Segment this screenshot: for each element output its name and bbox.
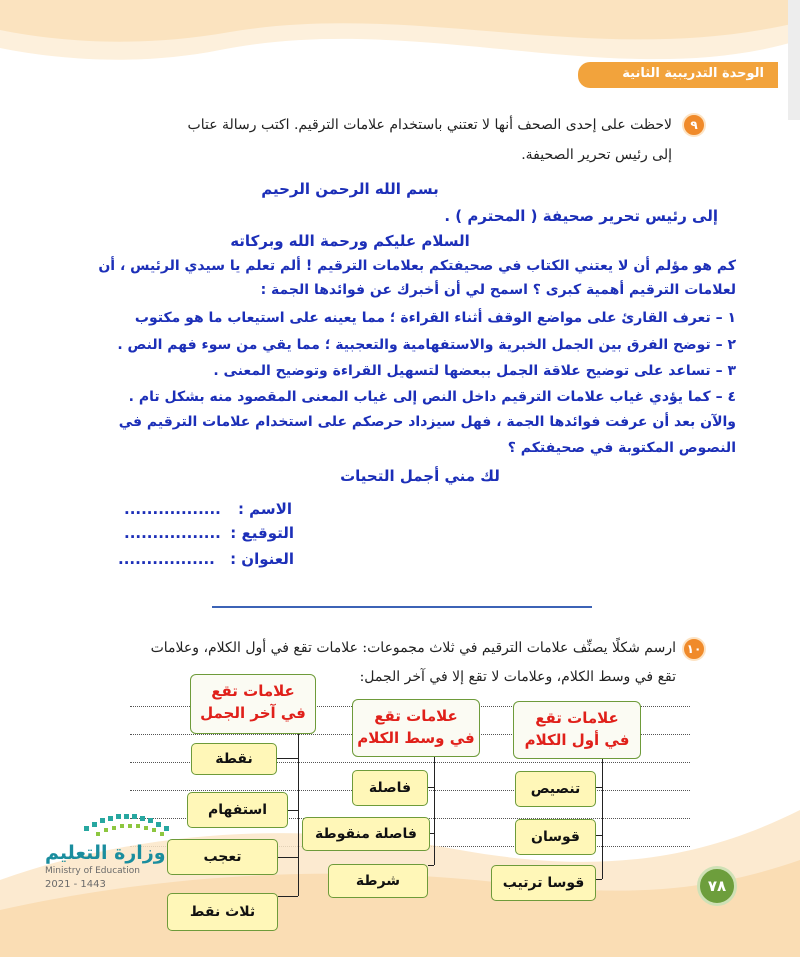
letter-conclusion-line-1: والآن بعد أن عرفت فوائدها الجمة ، فهل سيزداد حرصكم على استخدام علامات الترقيم في (118, 414, 736, 430)
category-start-line-1: علامات تقع (535, 709, 619, 727)
ministry-logo-icon (82, 806, 182, 842)
category-middle-of-speech (352, 699, 480, 757)
edition-year: 2021 - 1443 (45, 879, 106, 890)
connector-end-4 (278, 896, 298, 897)
connector-start-2 (596, 835, 602, 836)
letter-closing: لك مني أجمل التحيات (340, 467, 500, 485)
connector-middle-2 (430, 833, 434, 834)
category-end-line-2: في آخر الجمل (200, 704, 306, 722)
punctuation-item: تنصيص (515, 771, 596, 807)
top-decoration (0, 0, 800, 120)
basmala: بسم الله الرحمن الرحيم (261, 180, 439, 198)
question-10-number: ١٠ (682, 637, 706, 661)
question-9-line-1: لاحظت على إحدى الصحف أنها لا تعتني باستخدام علامات الترقيم. اكتب رسالة عتاب (187, 117, 672, 133)
ministry-name-arabic: وزارة التعليم (45, 842, 166, 864)
address-dots: ................. (118, 550, 215, 568)
page-number: ٧٨ (697, 866, 737, 906)
category-end-line-1: علامات تقع (211, 682, 295, 700)
category-start-line-2: في أول الكلام (524, 731, 630, 749)
letter-recipient: إلى رئيس تحرير صحيفة ( المحترم ) . (444, 207, 718, 225)
letter-point-3: ٣ – تساعد على توضيح علاقة الجمل ببعضها لتسهيل القراءة وتوضيح المعنى . (213, 363, 736, 379)
address-label: العنوان : (230, 550, 294, 568)
connector-end-vertical (298, 734, 299, 896)
punctuation-item: فاصلة منقوطة (302, 817, 430, 851)
section-divider (212, 606, 592, 608)
letter-greeting: السلام عليكم ورحمة الله وبركاته (230, 232, 470, 250)
signature-label: التوقيع : (230, 524, 294, 542)
connector-end-1 (277, 758, 298, 759)
punctuation-item: شرطة (328, 864, 428, 898)
letter-conclusion-line-2: النصوص المكتوبة في صحيفتكم ؟ (507, 440, 736, 456)
letter-point-4: ٤ – كما يؤدي غياب علامات الترقيم داخل النص إلى غياب المعنى المقصود منه بشكل تام . (128, 389, 736, 405)
connector-end-3 (278, 857, 298, 858)
connector-start-3 (596, 879, 602, 880)
question-10-line-2: تقع في وسط الكلام، وعلامات لا تقع إلا في آخر الجمل: (359, 669, 676, 685)
punctuation-item: قوسا ترتيب (491, 865, 596, 901)
question-9-line-2: إلى رئيس تحرير الصحيفة. (521, 147, 672, 163)
punctuation-item: فاصلة (352, 770, 428, 806)
name-label: الاسم : (237, 500, 292, 518)
connector-middle-vertical (434, 757, 435, 865)
punctuation-item: استفهام (187, 792, 288, 828)
letter-paragraph-line-2: لعلامات الترقيم أهمية كبرى ؟ اسمح لي أن أخبرك عن فوائدها الجمة : (260, 282, 736, 298)
connector-start-1 (596, 787, 602, 788)
signature-dots: ................. (124, 524, 221, 542)
letter-point-1: ١ – تعرف القارئ على مواضع الوقف أثناء القراءة ؛ مما يعينه على استيعاب ما هو مكتوب (134, 310, 736, 326)
punctuation-item: تعجب (167, 839, 278, 875)
letter-point-2: ٢ – توضح الفرق بين الجمل الخبرية والاستفهامية والتعجبية ؛ مما يقي من سوء فهم النص . (117, 337, 736, 353)
category-start-of-speech (513, 701, 641, 759)
ministry-name-english: Ministry of Education (45, 866, 140, 876)
letter-paragraph-line-1: كم هو مؤلم أن لا يعتني الكتاب في صحيفتكم بعلامات الترقيم ! ألم تعلم يا سيدي الرئيس ، أن (98, 258, 736, 274)
question-9-number: ٩ (682, 113, 706, 137)
name-dots: ................. (124, 500, 221, 518)
connector-start-vertical (602, 759, 603, 879)
category-end-of-sentence (190, 674, 316, 734)
punctuation-item: ثلاث نقط (167, 893, 278, 931)
connector-end-2 (288, 810, 298, 811)
category-middle-line-1: علامات تقع (374, 707, 458, 725)
unit-banner: الوحدة التدريبية الثانية (578, 62, 778, 88)
category-middle-line-2: في وسط الكلام (357, 729, 475, 747)
punctuation-item: نقطة (191, 743, 277, 775)
question-10-line-1: ارسم شكلًا يصنِّف علامات الترقيم في ثلاث مجموعات: علامات تقع في أول الكلام، وعلامات (150, 640, 676, 656)
punctuation-item: قوسان (515, 819, 596, 855)
connector-middle-3 (428, 865, 434, 866)
connector-middle-1 (428, 787, 434, 788)
